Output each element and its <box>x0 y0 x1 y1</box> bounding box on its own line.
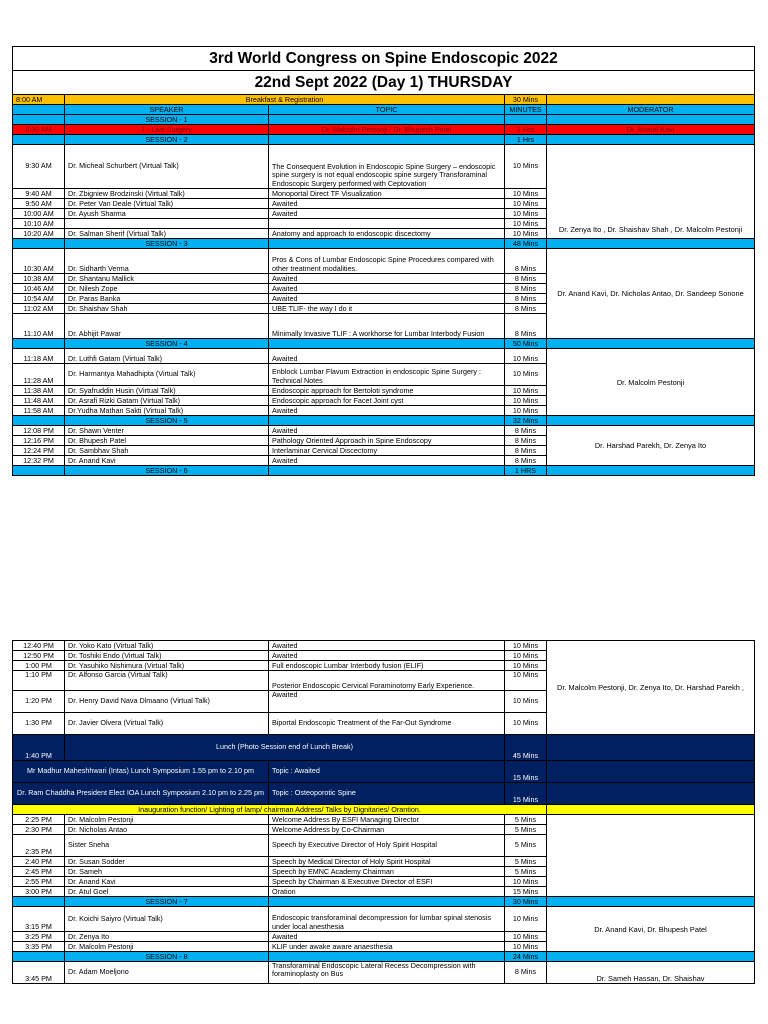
row-speaker: Dr. Shawn Venter <box>65 426 269 436</box>
row-time: 2:45 PM <box>13 867 65 877</box>
lunch-time: 1:40 PM <box>13 735 65 761</box>
row-minutes: 5 Mins <box>505 867 547 877</box>
session-label: SESSION - 4 <box>65 339 269 349</box>
row-minutes: 8 Mins <box>505 436 547 446</box>
row-minutes: 10 Mins <box>505 364 547 386</box>
row-speaker: 1 - Live Surgery <box>65 125 269 135</box>
row-topic: Welcome Address by Co-Chairman <box>269 825 505 835</box>
row-topic: Awaited <box>269 456 505 466</box>
row-minutes: 8 Mins <box>505 456 547 466</box>
row-minutes: 10 Mins <box>505 199 547 209</box>
row-speaker: Dr. Syafruddin Husin (Virtual Talk) <box>65 386 269 396</box>
row-minutes: 8 Mins <box>505 284 547 294</box>
row-time: 10:00 AM <box>13 209 65 219</box>
row-topic: Awaited <box>269 284 505 294</box>
row-topic: Awaited <box>269 199 505 209</box>
row-time: 1:10 PM <box>13 671 65 691</box>
row-speaker: Dr. Zenya Ito <box>65 932 269 942</box>
row-speaker: Dr. Harmantya Mahadhipta (Virtual Talk) <box>65 364 269 386</box>
row-time: 10:10 AM <box>13 219 65 229</box>
session-label: SESSION - 7 <box>65 897 269 907</box>
row-topic: Transforaminal Endoscopic Lateral Recess Decompression with foraminoplasty on Bus <box>269 962 505 984</box>
session-minutes: 1 Hrs <box>505 135 547 145</box>
schedule-table-part-1 <box>12 46 755 476</box>
row-time: 2:30 PM <box>13 825 65 835</box>
row-minutes: 10 Mins <box>505 219 547 229</box>
session-moderator: Dr. Anand Kavi, Dr. Bhupesh Patel <box>547 907 755 952</box>
breakfast-minutes: 30 Mins <box>505 95 547 105</box>
row-speaker: Dr. Atul Goel <box>65 887 269 897</box>
row-speaker: Dr. Toshiki Endo (Virtual Talk) <box>65 651 269 661</box>
row-topic: Awaited <box>269 651 505 661</box>
session-moderator: Dr. Malcolm Pestonji <box>547 349 755 416</box>
row-topic: Anatomy and approach to endoscopic discectomy <box>269 229 505 239</box>
row-topic: Endoscopic approach for Bertoloti syndrome <box>269 386 505 396</box>
page-title: 3rd World Congress on Spine Endoscopic 2022 <box>13 47 755 71</box>
row-minutes: 10 Mins <box>505 641 547 651</box>
row-topic: Speech by Medical Director of Holy Spirit Hospital <box>269 857 505 867</box>
symposium-label: Mr Madhur Maheshhwari (Intas) Lunch Symposium 1.55 pm to 2.10 pm <box>13 761 269 783</box>
row-time: 11:10 AM <box>13 314 65 339</box>
row-topic: Dr. Malcolm Pestonji / Dr. Bhupesh Patel <box>269 125 505 135</box>
session-label: SESSION - 8 <box>65 952 269 962</box>
session-minutes: 32 Mins <box>505 416 547 426</box>
row-topic: Endoscopic transforaminal decompression for lumbar spinal stenosis under local anesthesia <box>269 907 505 932</box>
row-time: 11:48 AM <box>13 396 65 406</box>
row-topic: Pros & Cons of Lumbar Endoscopic Spine Procedures compared with other treatment modalities. <box>269 249 505 274</box>
row-topic: KLIF under awake aware anaesthesia <box>269 942 505 952</box>
row-minutes: 10 Mins <box>505 713 547 735</box>
row-topic: Minimally Invasive TLIF : A workhorse for Lumbar Interbody Fusion <box>269 314 505 339</box>
row-time: 3:35 PM <box>13 942 65 952</box>
row-topic: Enblock Lumbar Flavum Extraction in endoscopic Spine Surgery : Technical Notes <box>269 364 505 386</box>
row-minutes: 15 Mins <box>505 887 547 897</box>
session-label: SESSION - 2 <box>65 135 269 145</box>
row-time: 2:55 PM <box>13 877 65 887</box>
row-topic: Awaited <box>269 209 505 219</box>
row-minutes: 10 Mins <box>505 932 547 942</box>
row-minutes: 10 Mins <box>505 386 547 396</box>
row-speaker: Dr. Nilesh Zope <box>65 284 269 294</box>
schedule-table-part-2 <box>12 640 755 984</box>
row-topic: Awaited <box>269 691 505 713</box>
row-speaker: Dr. Asrafi Rizki Gatam (Virtual Talk) <box>65 396 269 406</box>
row-minutes: 10 Mins <box>505 349 547 364</box>
row-speaker: Dr. Abhijit Pawar <box>65 314 269 339</box>
row-minutes: 8 Mins <box>505 274 547 284</box>
row-speaker: Dr. Yasuhiko Nishimura (Virtual Talk) <box>65 661 269 671</box>
row-minutes: 8 Mins <box>505 446 547 456</box>
row-minutes: 5 Mins <box>505 825 547 835</box>
row-minutes: 10 Mins <box>505 671 547 691</box>
row-topic: Speech by Executive Director of Holy Spirit Hospital <box>269 835 505 857</box>
row-topic: Awaited <box>269 274 505 284</box>
row-time: 2:35 PM <box>13 835 65 857</box>
row-minutes: 10 Mins <box>505 907 547 932</box>
breakfast-time: 8:00 AM <box>13 95 65 105</box>
row-time: 12:08 PM <box>13 426 65 436</box>
row-speaker: Dr. Shaishav Shah <box>65 304 269 314</box>
row-time: 3:25 PM <box>13 932 65 942</box>
row-speaker: Dr. Salman Sherif (Virtual Talk) <box>65 229 269 239</box>
row-speaker <box>65 219 269 229</box>
row-speaker: Dr. Sidharth Verma <box>65 249 269 274</box>
row-speaker: Dr. Shantanu Mallick <box>65 274 269 284</box>
row-time: 10:46 AM <box>13 284 65 294</box>
row-speaker: Dr. Luthfi Gatam (Virtual Talk) <box>65 349 269 364</box>
session-moderator: Dr. Zenya Ito , Dr. Shaishav Shah , Dr. Malcolm Pestonji <box>547 145 755 239</box>
row-minutes: 10 Mins <box>505 145 547 189</box>
row-topic: Oration <box>269 887 505 897</box>
row-time: 3:15 PM <box>13 907 65 932</box>
row-minutes: 1 Hrs <box>505 125 547 135</box>
row-topic: Welcome Address By ESFI Managing Director <box>269 815 505 825</box>
row-topic: Monoportal Direct TF Visualization <box>269 189 505 199</box>
row-time: 10:20 AM <box>13 229 65 239</box>
row-time: 11:02 AM <box>13 304 65 314</box>
row-minutes: 10 Mins <box>505 942 547 952</box>
row-speaker: Dr.Yudha Mathan Sakti (Virtual Talk) <box>65 406 269 416</box>
row-topic: Endoscopic approach for Facet Joint cyst <box>269 396 505 406</box>
session-label: SESSION - 5 <box>65 416 269 426</box>
session-moderator: Dr. Anand Kavi, Dr. Nicholas Antao, Dr. Sandeep Sonone <box>547 249 755 339</box>
row-speaker: Dr. Anand Kavi <box>65 877 269 887</box>
row-topic: Biportal Endoscopic Treatment of the Far-Out Syndrome <box>269 713 505 735</box>
row-topic: Awaited <box>269 349 505 364</box>
row-minutes: 8 Mins <box>505 249 547 274</box>
row-topic: Speech by EMNC Academy Chairman <box>269 867 505 877</box>
session-minutes: 1 HRS <box>505 466 547 476</box>
row-time: 2:25 PM <box>13 815 65 825</box>
session-minutes: 24 Mins <box>505 952 547 962</box>
row-speaker: Sister Sneha <box>65 835 269 857</box>
row-time: 11:58 AM <box>13 406 65 416</box>
row-minutes: 8 Mins <box>505 426 547 436</box>
row-speaker: Dr. Alfonso Garcia (Virtual Talk) <box>65 671 269 691</box>
row-speaker: Dr. Adam Moeljono <box>65 962 269 984</box>
inauguration-label: Inauguration function/ Lighting of lamp/ chairman Address/ Talks by Dignitaries/ Orantion. <box>13 805 547 815</box>
session-minutes: 30 Mins <box>505 897 547 907</box>
row-minutes: 10 Mins <box>505 661 547 671</box>
row-topic: Posterior Endoscopic Cervical Foraminotomy Early Experience. <box>269 671 505 691</box>
row-time: 9:30 AM <box>13 145 65 189</box>
row-minutes: 10 Mins <box>505 189 547 199</box>
row-time: 1:20 PM <box>13 691 65 713</box>
row-topic: Pathology Oriented Approach in Spine Endoscopy <box>269 436 505 446</box>
symposium-label: Dr. Ram Chaddha President Elect IOA Lunch Symposium 2.10 pm to 2.25 pm <box>13 783 269 805</box>
row-speaker: Dr. Koichi Saiyro (Virtual Talk) <box>65 907 269 932</box>
row-topic: Awaited <box>269 294 505 304</box>
row-topic: Awaited <box>269 641 505 651</box>
row-minutes: 10 Mins <box>505 209 547 219</box>
row-speaker: Dr. Ayush Sharma <box>65 209 269 219</box>
row-time: 10:30 AM <box>13 249 65 274</box>
row-time: 3:00 PM <box>13 887 65 897</box>
row-speaker: Dr. Sameh <box>65 867 269 877</box>
row-speaker: Dr. Sambhav Shah <box>65 446 269 456</box>
row-topic: UBE TLIF- the way I do it <box>269 304 505 314</box>
row-minutes: 10 Mins <box>505 396 547 406</box>
row-minutes: 10 Mins <box>505 691 547 713</box>
row-time: 10:54 AM <box>13 294 65 304</box>
row-speaker: Dr. Peter Van Deale (Virtual Talk) <box>65 199 269 209</box>
row-speaker: Dr. Anand Kavi <box>65 456 269 466</box>
session-moderator: Dr. Sameh Hassan, Dr. Shaishav <box>547 962 755 984</box>
row-speaker: Dr. Bhupesh Patel <box>65 436 269 446</box>
row-time: 11:38 AM <box>13 386 65 396</box>
session-minutes: 50 Mins <box>505 339 547 349</box>
row-time: 1:30 PM <box>13 713 65 735</box>
row-time: 2:40 PM <box>13 857 65 867</box>
row-time: 1:00 PM <box>13 661 65 671</box>
row-minutes: 8 Mins <box>505 304 547 314</box>
row-minutes: 8 Mins <box>505 314 547 339</box>
symposium-topic: Topic : Osteoporotic Spine <box>269 783 505 805</box>
row-moderator: Dr. Anand Kavi <box>547 125 755 135</box>
row-minutes: 10 Mins <box>505 229 547 239</box>
row-time: 12:16 PM <box>13 436 65 446</box>
row-time: 11:18 AM <box>13 349 65 364</box>
row-speaker: Dr. Micheal Schurbert (Virtual Talk) <box>65 145 269 189</box>
row-speaker: Dr. Malcolm Pestonji <box>65 815 269 825</box>
row-time: 12:24 PM <box>13 446 65 456</box>
row-speaker: Dr. Nicholas Antao <box>65 825 269 835</box>
row-topic: Awaited <box>269 406 505 416</box>
row-topic: The Consequent Evolution in Endoscopic Spine Surgery – endoscopic spine surgery is not equal endoscopic spine surgery Transforaminal Endoscopic Surgery performed with Ceptovation <box>269 145 505 189</box>
row-minutes: 8 Mins <box>505 962 547 984</box>
lunch-label: Lunch (Photo Session end of Lunch Break) <box>65 735 505 761</box>
header-topic: TOPIC <box>269 105 505 115</box>
header-minutes: MINUTES <box>505 105 547 115</box>
row-topic: Awaited <box>269 426 505 436</box>
row-speaker: Dr. Henry David Nava Dlmaano (Virtual Talk) <box>65 691 269 713</box>
row-topic: Speech by Chairman & Executive Director of ESFI <box>269 877 505 887</box>
lunch-minutes: 45 Mins <box>505 735 547 761</box>
row-time: 9:40 AM <box>13 189 65 199</box>
row-minutes: 5 Mins <box>505 815 547 825</box>
row-time: 12:40 PM <box>13 641 65 651</box>
row-speaker: Dr. Malcolm Pestonji <box>65 942 269 952</box>
session-minutes: 48 Mins <box>505 239 547 249</box>
row-speaker: Dr. Susan Sodder <box>65 857 269 867</box>
session-moderator: Dr. Malcolm Pestonji, Dr. Zenya Ito, Dr. Harshad Parekh , <box>547 641 755 735</box>
row-time: 10:38 AM <box>13 274 65 284</box>
row-time: 9:50 AM <box>13 199 65 209</box>
row-minutes: 10 Mins <box>505 406 547 416</box>
header-speaker: SPEAKER <box>65 105 269 115</box>
breakfast-label: Breakfast & Registration <box>65 95 505 105</box>
session-label: SESSION - 3 <box>65 239 269 249</box>
row-minutes: 10 Mins <box>505 877 547 887</box>
row-topic: Full endoscopic Lumbar Interbody fusion (ELIF) <box>269 661 505 671</box>
session-label: SESSION - 6 <box>65 466 269 476</box>
row-minutes: 8 Mins <box>505 294 547 304</box>
row-time: 12:32 PM <box>13 456 65 466</box>
row-speaker: Dr. Yoko Kato (Virtual Talk) <box>65 641 269 651</box>
row-time: 8:30 AM <box>13 125 65 135</box>
row-topic: Interlaminar Cervical Discectomy <box>269 446 505 456</box>
symposium-minutes: 15 Mins <box>505 783 547 805</box>
row-time: 12:50 PM <box>13 651 65 661</box>
session-label: SESSION - 1 <box>65 115 269 125</box>
header-moderator: MODERATOR <box>547 105 755 115</box>
row-speaker: Dr. Zbigniew Brodzinski (Virtual Talk) <box>65 189 269 199</box>
symposium-topic: Topic : Awaited <box>269 761 505 783</box>
row-time: 3:45 PM <box>13 962 65 984</box>
symposium-minutes: 15 Mins <box>505 761 547 783</box>
row-topic <box>269 219 505 229</box>
row-speaker: Dr. Javier Olvera (Virtual Talk) <box>65 713 269 735</box>
row-minutes: 5 Mins <box>505 835 547 857</box>
row-minutes: 5 Mins <box>505 857 547 867</box>
row-topic: Awaited <box>269 932 505 942</box>
row-speaker: Dr. Paras Banka <box>65 294 269 304</box>
page-subtitle: 22nd Sept 2022 (Day 1) THURSDAY <box>13 71 755 95</box>
session-moderator: Dr. Harshad Parekh, Dr. Zenya Ito <box>547 426 755 466</box>
row-time: 11:28 AM <box>13 364 65 386</box>
row-minutes: 10 Mins <box>505 651 547 661</box>
